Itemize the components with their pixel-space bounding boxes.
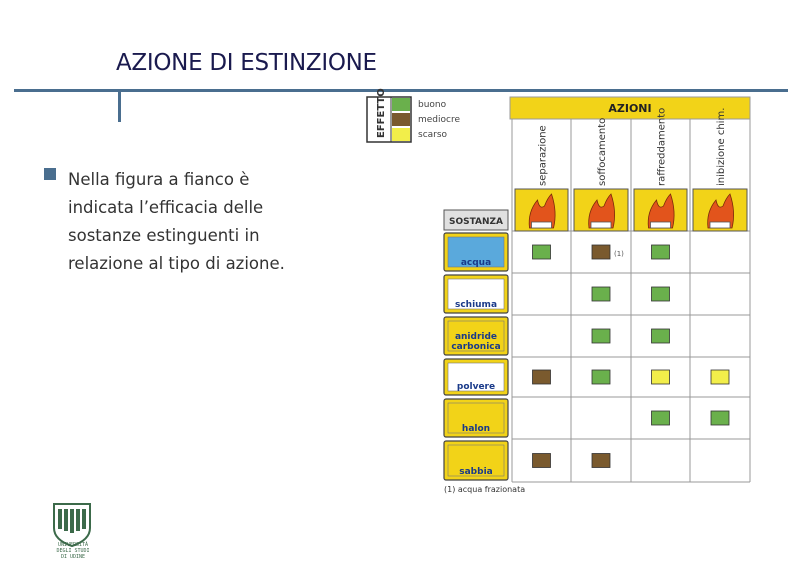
substance-label: schiuma [454,300,498,310]
effect-cell-mediocre [533,370,551,384]
effect-cell-mediocre [533,454,551,468]
note-marker: (1) [614,250,624,258]
fuel-icon [710,222,730,228]
effect-cell-mediocre [592,245,610,259]
fuel-icon [651,222,671,228]
effect-cell-mediocre [592,454,610,468]
substance-label: carbonica [451,342,501,352]
effect-cell-buono [592,370,610,384]
legend-title: EFFETTO [376,88,387,138]
legend-swatch-scarso [392,128,410,141]
fuel-icon [591,222,611,228]
action-label: soffocamento [597,117,608,186]
effect-cell-buono [592,287,610,301]
legend-swatch-mediocre [392,113,410,126]
effect-cell-buono [652,245,670,259]
actions-header: AZIONI [608,102,652,115]
legend-label-mediocre: mediocre [418,115,461,125]
action-label: raffreddamento [656,107,668,186]
legend-swatch-buono [392,98,410,111]
effect-cell-buono [592,329,610,343]
substance-tiles [444,233,508,480]
substances-header: SOSTANZA [448,217,504,227]
bullet-text: Nella figura a fianco è indicata l’efficacia delle sostanze estinguenti in relazione al tipo di azione. [68,170,285,273]
effect-cell-scarso [652,370,670,384]
effect-cell-buono [652,411,670,425]
slide-title: AZIONE DI ESTINZIONE [116,50,377,76]
substance-label: anidride [454,332,498,342]
substance-label: acqua [460,258,492,268]
substance-label: polvere [456,382,496,392]
effect-cell-buono [652,329,670,343]
matrix-table [444,97,750,494]
legend [367,88,460,142]
effect-cell-buono [711,411,729,425]
fuel-icon [532,222,552,228]
effect-cell-scarso [711,370,729,384]
substance-label: sabbia [459,467,493,477]
action-label: inibizione chim. [716,107,727,186]
action-label: separazione [537,125,549,186]
legend-label-buono: buono [418,100,447,110]
substance-label: halon [461,424,491,434]
effect-cell-buono [533,245,551,259]
logo-caption: UNIVERSITÀ DEGLI STUDI DI UDINE [56,542,90,560]
legend-label-scarso: scarso [418,130,448,140]
footnote: (1) acqua frazionata [444,485,526,494]
effect-cell-buono [652,287,670,301]
